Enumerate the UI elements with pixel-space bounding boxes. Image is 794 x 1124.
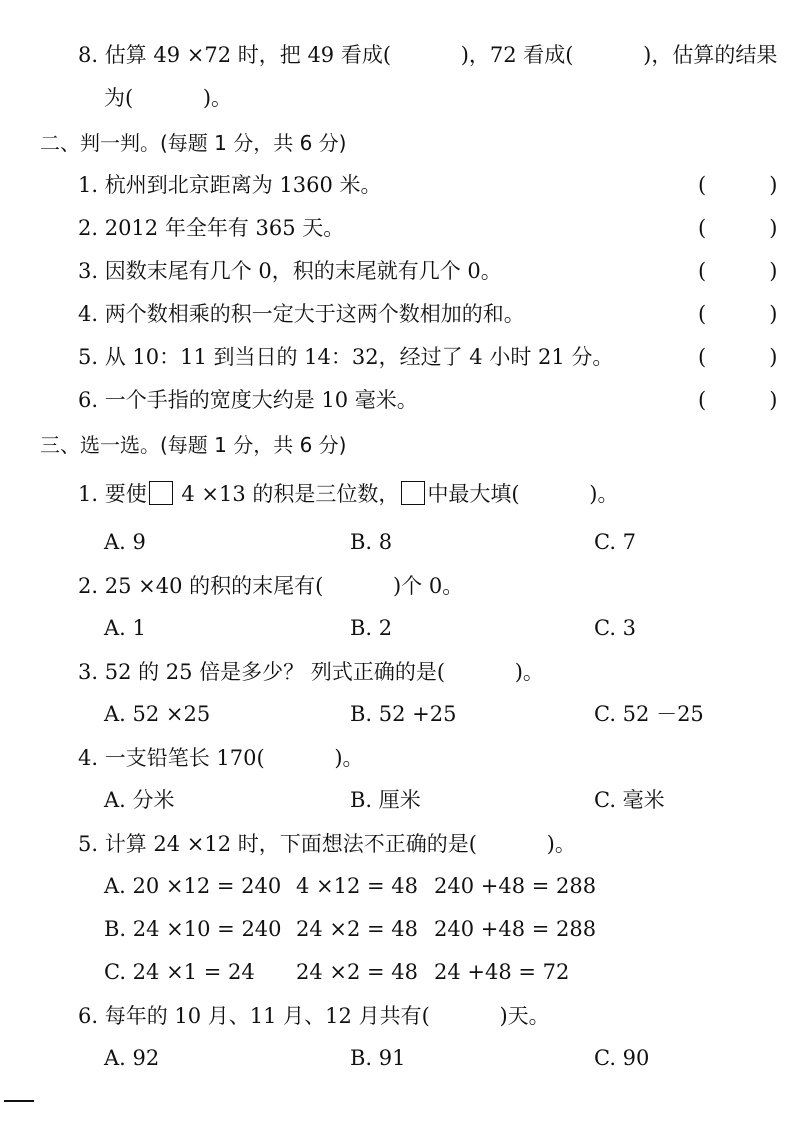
option-a[interactable]: A. 1	[104, 616, 146, 640]
judge-item-4: 4. 两个数相乘的积一定大于这两个数相加的和。	[78, 302, 525, 326]
option-b[interactable]: B. 52 +25	[350, 702, 457, 726]
choice-question-3: 3. 52 的 25 倍是多少？ 列式正确的是( )。	[78, 660, 544, 684]
section-2-heading: 二、判一判。(每题 1 分，共 6 分)	[40, 131, 347, 155]
option-c-step-2: 24 ×2 = 48	[296, 960, 419, 984]
option-a-step-3: 240 +48 = 288	[434, 874, 597, 898]
option-b[interactable]: B. 2	[350, 616, 393, 640]
option-a[interactable]: A. 分米	[104, 788, 175, 812]
choice-question-1-pre: 1. 要使	[78, 482, 147, 506]
choice-question-1-mid: 4 ×13 的积是三位数，	[174, 482, 400, 506]
option-a[interactable]: A. 9	[104, 530, 146, 554]
judge-item-3: 3. 因数末尾有几个 0，积的末尾就有几个 0。	[78, 259, 502, 283]
option-c-step-3: 24 +48 = 72	[434, 960, 570, 984]
judge-item-2: 2. 2012 年全年有 365 天。	[78, 216, 345, 240]
option-a[interactable]: A. 52 ×25	[104, 702, 211, 726]
choice-question-5: 5. 计算 24 ×12 时，下面想法不正确的是( )。	[78, 832, 576, 856]
judge-item-5: 5. 从 10：11 到当日的 14：32，经过了 4 小时 21 分。	[78, 345, 614, 369]
option-a-step-2: 4 ×12 = 48	[296, 874, 419, 898]
blank-box[interactable]	[401, 481, 425, 505]
option-c[interactable]: C. 90	[594, 1046, 650, 1070]
option-b-step-3: 240 +48 = 288	[434, 917, 597, 941]
option-b[interactable]: B. 24 ×10 = 240	[104, 917, 282, 941]
question-8-line2: 为( )。	[104, 86, 233, 110]
option-c[interactable]: C. 3	[594, 616, 637, 640]
option-c[interactable]: C. 24 ×1 = 24	[104, 960, 255, 984]
judge-answer-3[interactable]: ( )	[698, 259, 778, 283]
judge-item-6: 6. 一个手指的宽度大约是 10 毫米。	[78, 388, 418, 412]
option-c[interactable]: C. 7	[594, 530, 637, 554]
judge-answer-2[interactable]: ( )	[698, 216, 778, 240]
choice-question-6: 6. 每年的 10 月、11 月、12 月共有( )天。	[78, 1004, 550, 1028]
blank-box[interactable]	[149, 481, 173, 505]
question-8-line1: 8. 估算 49 ×72 时，把 49 看成( )，72 看成( )，估算的结果	[78, 43, 778, 67]
judge-item-1: 1. 杭州到北京距离为 1360 米。	[78, 173, 382, 197]
judge-answer-4[interactable]: ( )	[698, 302, 778, 326]
choice-question-1-post: 中最大填( )。	[427, 482, 619, 506]
section-3-heading: 三、选一选。(每题 1 分，共 6 分)	[40, 433, 347, 457]
option-c[interactable]: C. 52 －25	[594, 702, 704, 726]
judge-answer-6[interactable]: ( )	[698, 388, 778, 412]
option-b[interactable]: B. 厘米	[350, 788, 421, 812]
option-c[interactable]: C. 毫米	[594, 788, 665, 812]
choice-question-2: 2. 25 ×40 的积的末尾有( )个 0。	[78, 574, 464, 598]
choice-question-1	[78, 481, 619, 505]
judge-answer-1[interactable]: ( )	[698, 173, 778, 197]
option-b[interactable]: B. 91	[350, 1046, 406, 1070]
option-b-step-2: 24 ×2 = 48	[296, 917, 419, 941]
page-edge-rule	[4, 1100, 34, 1102]
option-a[interactable]: A. 92	[104, 1046, 160, 1070]
choice-question-4: 4. 一支铅笔长 170( )。	[78, 746, 364, 770]
option-a[interactable]: A. 20 ×12 = 240	[104, 874, 282, 898]
option-b[interactable]: B. 8	[350, 530, 393, 554]
judge-answer-5[interactable]: ( )	[698, 345, 778, 369]
